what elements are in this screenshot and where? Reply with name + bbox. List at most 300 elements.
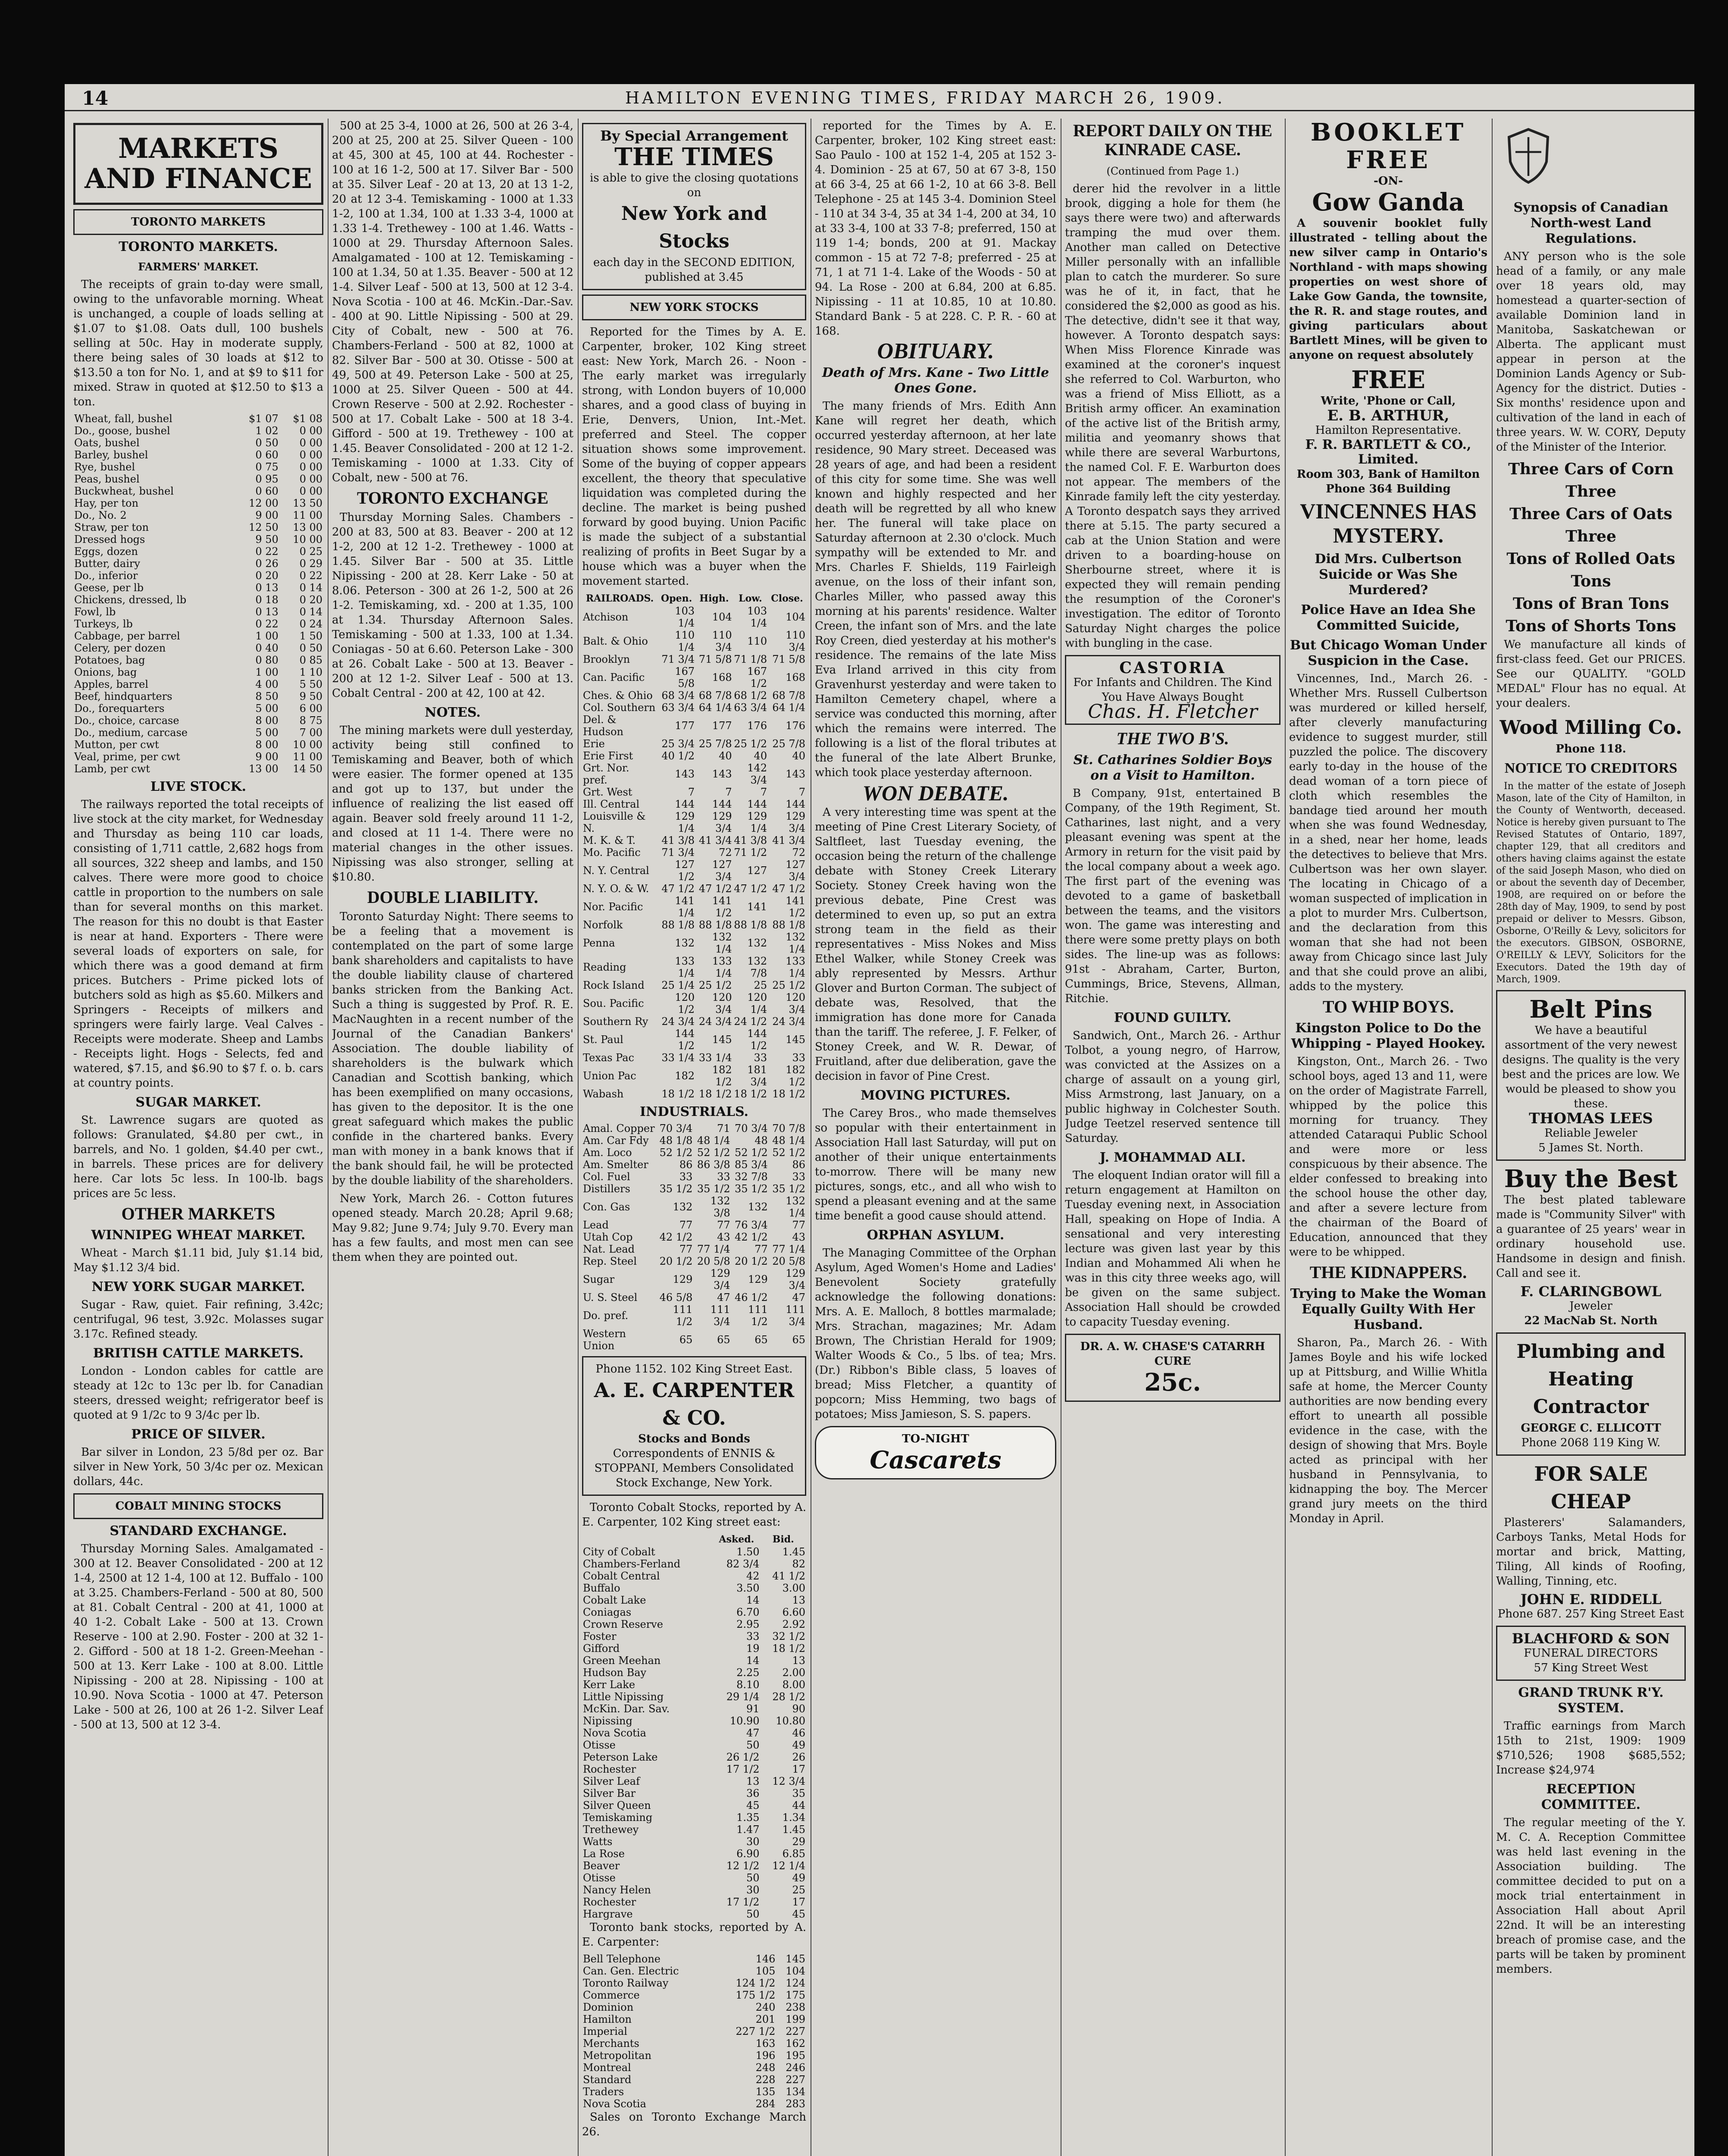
produce-row xyxy=(73,509,323,521)
montreal-sales-text: reported for the Times by A. E. Carpenter, broker, 102 King street east: Sao Paulo - 100 at 152 1-4, 205 at 152 3-4. Dominion - 25 at 67, 50 at 67 3-8, 150 at 66 3-4, 25 at 66 1-2, 10 at 66 3-8. Bell Telephone - 25 at 145 3-4. Dominion Steel - 110 at 34 3-4, 35 at 34 1-4, 200 at 34, 10 at 33 3-4, 100 at 33 7-8; preferred, 150 at 119 1-4; bonds, 200 at 91. Mackay common - 15 at 72 7-8; preferred - 25 at 71, 1 at 71 1-4. Lake of the Woods - 50 at 94. La Rose - 200 at 6.84, 200 at 6.85. Nipissing - 11 at 10.85, 10 at 10.80. Standard Bank - 5 at 228. C. P. R. - 60 at 168. xyxy=(815,119,1056,338)
produce-row xyxy=(73,606,323,618)
vincennes-sub3: But Chicago Woman Under Suspicion in the Case. xyxy=(1290,638,1487,668)
row-label: Western Union xyxy=(583,1328,626,1352)
produce-row xyxy=(73,558,323,570)
produce-row xyxy=(73,714,323,727)
row-label: Col. Southern xyxy=(583,702,656,714)
kidnap-sub: Trying to Make the Woman Equally Guilty With Her Husband. xyxy=(1290,1286,1487,1332)
row-value: 43 xyxy=(792,1231,805,1243)
row-value: 129 1/4 xyxy=(747,810,767,834)
row-label: McKin. Dar. Sav. xyxy=(583,1703,670,1715)
row-value: 9 00 xyxy=(255,509,279,521)
row-label: Toronto Railway xyxy=(583,1977,669,1989)
row-label: Rochester xyxy=(583,1763,636,1775)
row-value: 0 75 xyxy=(255,461,279,473)
row-value: 17 1/2 xyxy=(726,1896,760,1908)
produce-row xyxy=(73,642,323,654)
row-value: 0 00 xyxy=(299,449,322,461)
stock-row xyxy=(582,1028,806,1052)
row-label: Hamilton xyxy=(583,2013,632,2025)
plumbing-title: Plumbing and Heating Contractor xyxy=(1516,1341,1665,1418)
row-value: 86 3/8 xyxy=(697,1159,730,1171)
row-value: 35 1/2 xyxy=(697,1183,730,1195)
row-value: 46 1/2 xyxy=(734,1291,768,1304)
row-value: 135 xyxy=(755,2086,776,2098)
booklet-text: A souvenir booklet fully illustrated - telling about the new silver camp in Ontario's Northland - with maps showing properties on west shore of Lake Gow Ganda, the townsite, the R. R. and stage routes, and giving particulars about Bartlett Mines, will be given to anyone on request absolutely xyxy=(1289,217,1487,362)
row-value: 65 xyxy=(754,1334,768,1346)
buy-best-title: Buy the Best xyxy=(1504,1165,1678,1193)
produce-row xyxy=(73,497,323,509)
produce-table xyxy=(73,413,323,775)
row-value: 141 xyxy=(747,901,767,913)
lees-name: THOMAS LEES xyxy=(1529,1110,1653,1127)
row-value: 0 60 xyxy=(255,449,279,461)
row-value: 13 xyxy=(792,1594,805,1606)
special-line1: By Special Arrangement xyxy=(600,128,788,144)
row-value: 0 00 xyxy=(299,485,322,497)
row-value: 201 xyxy=(755,2013,776,2025)
castoria-title: CASTORIA xyxy=(1119,659,1226,677)
row-value: 71 5/8 xyxy=(772,653,805,665)
row-value: 47 1/2 xyxy=(661,883,695,895)
row-value: 111 3/4 xyxy=(786,1304,805,1328)
stock-row xyxy=(582,714,806,738)
row-value: 41 3/4 xyxy=(772,834,805,846)
row-label: Watts xyxy=(583,1836,613,1848)
row-value: 76 3/4 xyxy=(734,1219,768,1231)
row-value: 9 50 xyxy=(299,690,322,702)
row-value: 1 00 xyxy=(255,630,279,642)
row-value: 13 50 xyxy=(293,497,322,509)
ads-column xyxy=(1496,119,1686,2156)
row-value: 144 xyxy=(786,798,805,810)
gow-ganda-title: Gow Ganda xyxy=(1312,188,1465,216)
row-label: Balt. & Ohio xyxy=(583,635,648,647)
ellicott-name: GEORGE C. ELLICOTT xyxy=(1521,1422,1661,1435)
industrial-row xyxy=(582,1304,806,1328)
row-value: 10.80 xyxy=(776,1715,805,1727)
toronto-markets-heading: TORONTO MARKETS. xyxy=(119,239,278,254)
row-value: 72 xyxy=(719,846,732,859)
kinrade-text: derer hid the revolver in a little brook, digging a hole for them (he says there were two) and afterwards tramping the mud over them. Another man called on Detective Miller personally with an infallible plan to catch the murderer. So sure was he of it, in fact, that he considered the $2,000 as good as his. The detective, didn't see it that way, however. A Toronto despatch says: When Miss Florence Kinrade was examined at the coroner's inquest she referred to Col. Warburton, who was a friend of Miss Elliott, as a British army officer. An examination of the active list of the British army, militia and yeomanry shows that while there are several Warburtons, the named Col. F. E. Warburton does not appear. The members of the Kinrade family left the city yesterday. A Toronto despatch says they arrived there at 5.15. The party secured a cab at the Union Station and were driven to a boarding-house on Sherbourne street, where it is expected they will remain pending the resumption of the Coroner's investigation. The editor of Toronto Saturday Night charges the police with bungling in the case. xyxy=(1065,182,1280,650)
produce-row xyxy=(73,678,323,690)
row-label: Rep. Steel xyxy=(583,1255,637,1267)
row-value: 42 1/2 xyxy=(734,1231,768,1243)
chase-price: 25c. xyxy=(1144,1368,1201,1397)
cascarets-line1: TO-NIGHT xyxy=(902,1432,969,1445)
row-value: 32 7/8 xyxy=(734,1171,768,1183)
orphan-text: The Managing Committee of the Orphan Asylum, Aged Women's Home and Ladies' Benevolent Society gratefully acknowledge the following donations: Mrs. A. E. Malloch, 8 bottles marmalade; Mrs. Strachan, magazines; Mr. Adam Brown, The Christian Herald for 1909; Walter Woods & Co., 5 lbs. of tea; Mrs. (Dr.) Ribbon's Bible class, 5 loaves of bread; Miss Fletcher, a quantity of popcorn; Miss Hemming, two bags of potatoes; Miss Jamieson, S. S. papers. xyxy=(815,1247,1056,1421)
row-label: N. Y. O. & W. xyxy=(583,883,649,895)
row-label: Erie xyxy=(583,738,605,750)
industrial-row xyxy=(582,1159,806,1171)
bank-row xyxy=(582,2098,806,2110)
row-value: 41 3/8 xyxy=(734,834,767,846)
row-value: 25 1/2 xyxy=(772,979,805,991)
row-value: 30 xyxy=(746,1836,760,1848)
produce-row xyxy=(73,570,323,582)
cascarets-ad xyxy=(815,1426,1056,1479)
cobalt-row xyxy=(582,1860,806,1872)
row-label: Turkeys, lb xyxy=(74,618,133,630)
row-value: 0 50 xyxy=(255,437,279,449)
row-label: Southern Ry xyxy=(583,1015,648,1028)
industrial-row xyxy=(582,1328,806,1352)
cobalt-row xyxy=(582,1872,806,1884)
row-value: 41 3/8 xyxy=(661,834,695,846)
row-value: 33 1/4 xyxy=(661,1052,695,1064)
row-label: Norfolk xyxy=(583,919,623,931)
row-value: 196 xyxy=(755,2049,776,2062)
row-value: 132 1/4 xyxy=(786,1195,805,1219)
found-text: Sandwich, Ont., March 26. - Arthur Tolbot, a young negro, of Harrow, was convicted at the Assizes on a charge of assault on a young girl, Miss Armstrong, last January, on a public highway in Colchester South. Judge Teetzel reserved sentence till Saturday. xyxy=(1065,1029,1280,1145)
row-value: 63 3/4 xyxy=(661,702,695,714)
cobalt-row xyxy=(582,1642,806,1655)
row-label: Brooklyn xyxy=(583,653,630,665)
british-text: London - London cables for cattle are steady at 12c to 13c per lb. for Canadian steers, dressed weight; refrigerator beef is quoted at 9 1/2c to 9 3/4c per lb. xyxy=(73,1365,323,1422)
row-value: 120 3/4 xyxy=(786,991,805,1015)
row-value: 0 22 xyxy=(255,545,279,558)
standard-text: Thursday Morning Sales. Amalgamated - 300 at 12. Beaver Consolidated - 200 at 12 1-4, 2500 at 12 1-4, 100 at 12. Buffalo - 100 at 3.25. Chambers-Ferland - 500 at 80, 500 at 81. Cobalt Central - 200 at 41, 1000 at 40 1-2. Cobalt Lake - 500 at 13. Crown Reserve - 100 at 2.90. Foster - 200 at 32 1-2. Gifford - 500 at 18 1-2. Green-Meehan - 500 at 13. Kerr Lake - 100 at 8.00. Little Nipissing - 200 at 28. Nipissing - 100 at 10.90. Nova Scotia - 1000 at 47. Peterson Lake - 500 at 26, 100 at 26 1-2. Silver Leaf - 500 at 13, 500 at 12 3-4. xyxy=(73,1542,323,1731)
row-value: 29 xyxy=(792,1836,805,1848)
produce-row xyxy=(73,618,323,630)
row-label: Am. Smelter xyxy=(583,1159,648,1171)
stock-row xyxy=(582,1088,806,1100)
row-value: 181 3/4 xyxy=(747,1064,767,1088)
lees-sub: Reliable Jeweler xyxy=(1544,1127,1637,1140)
row-value: 1 50 xyxy=(299,630,322,642)
row-value: 20 1/2 xyxy=(659,1255,693,1267)
bank-row xyxy=(582,2086,806,2098)
row-value: 40 1/2 xyxy=(661,750,695,762)
row-value: 77 1/4 xyxy=(697,1243,730,1255)
blachford-name: BLACHFORD & SON xyxy=(1512,1630,1670,1647)
row-value: 127 3/4 xyxy=(712,859,732,883)
row-value: 110 xyxy=(747,635,767,647)
row-value: 141 1/4 xyxy=(675,895,695,919)
row-label: Foster xyxy=(583,1630,617,1642)
row-label: Otisse xyxy=(583,1739,616,1751)
row-label: Silver Bar xyxy=(583,1787,636,1799)
row-value: 68 7/8 xyxy=(698,689,732,702)
row-value: 132 3/8 xyxy=(710,1195,730,1219)
row-value: 127 1/2 xyxy=(675,859,695,883)
row-label: Buffalo xyxy=(583,1582,620,1594)
column-rule xyxy=(328,119,329,2156)
bank-row xyxy=(582,1953,806,1965)
gtr-heading: GRAND TRUNK R'Y. SYSTEM. xyxy=(1518,1685,1664,1716)
row-value: 12 00 xyxy=(249,497,279,509)
row-value: 8 75 xyxy=(299,714,322,727)
produce-row xyxy=(73,654,323,666)
row-value: 71 3/4 xyxy=(661,846,695,859)
row-value: 0 80 xyxy=(255,654,279,666)
row-value: 8.10 xyxy=(736,1679,760,1691)
row-value: 199 xyxy=(786,2013,805,2025)
blachford-addr: 57 King Street West xyxy=(1534,1661,1648,1674)
row-value: 50 xyxy=(746,1739,760,1751)
stock-row xyxy=(582,895,806,919)
row-value: 14 xyxy=(746,1594,760,1606)
cobalt-mining-box: COBALT MINING STOCKS xyxy=(73,1493,323,1519)
row-value: 167 5/8 xyxy=(675,665,695,689)
row-value: 17 1/2 xyxy=(726,1763,760,1775)
bank-table xyxy=(582,1953,806,2110)
produce-row xyxy=(73,413,323,425)
row-value: 8 00 xyxy=(255,714,279,727)
row-value: 124 1/2 xyxy=(736,1977,776,1989)
stock-row xyxy=(582,979,806,991)
row-value: 13 00 xyxy=(249,763,279,775)
bank-row xyxy=(582,1977,806,1989)
row-value: 176 xyxy=(747,720,767,732)
carpenter-corr: Correspondents of ENNIS & STOPPANI, Members Consolidated Stock Exchange, New York. xyxy=(594,1447,794,1489)
row-value: 240 xyxy=(755,2001,776,2013)
cobalt-row xyxy=(582,1582,806,1594)
stock-row xyxy=(582,738,806,750)
row-value: 71 3/4 xyxy=(661,653,695,665)
row-value: 6.60 xyxy=(782,1606,805,1618)
special-arrangement-ad xyxy=(582,123,806,290)
milling-text: We manufacture all kinds of first-class feed. Get our PRICES. See our QUALITY. "GOLD MEDAL" Flour has no equal. At your dealers. xyxy=(1496,638,1686,710)
row-label: Grt. West xyxy=(583,786,632,798)
row-label: City of Cobalt xyxy=(583,1546,655,1558)
row-label: Utah Cop xyxy=(583,1231,633,1243)
row-value: 12 1/2 xyxy=(726,1860,760,1872)
tse-heading: TORONTO EXCHANGE xyxy=(357,488,549,508)
row-label: Dominion xyxy=(583,2001,634,2013)
room-line: Room 303, Bank of Hamilton xyxy=(1296,468,1480,481)
row-value: 132 xyxy=(675,937,695,949)
row-value: 14 50 xyxy=(293,763,322,775)
industrial-row xyxy=(582,1134,806,1147)
industrial-row xyxy=(582,1231,806,1243)
row-label: Dressed hogs xyxy=(74,533,145,545)
milling-name: Wood Milling Co. xyxy=(1499,717,1682,739)
ny-sugar-text: Sugar - Raw, quiet. Fair refining, 3.42c; centrifugal, 96 test, 3.92c. Molasses sugar 3.17c. Refined steady. xyxy=(73,1298,323,1341)
kinrade-cont: (Continued from Page 1.) xyxy=(1106,165,1239,177)
row-value: 32 1/2 xyxy=(772,1630,805,1642)
industrial-row xyxy=(582,1255,806,1267)
ny-sugar-heading: NEW YORK SUGAR MARKET. xyxy=(91,1279,305,1294)
row-value: 46 xyxy=(792,1727,805,1739)
row-value: 52 1/2 xyxy=(659,1147,693,1159)
row-value: 0 14 xyxy=(299,582,322,594)
row-label: Ill. Central xyxy=(583,798,640,810)
cobalt-row xyxy=(582,1570,806,1582)
row-value: 0 13 xyxy=(255,606,279,618)
row-label: Louisville & N. xyxy=(583,810,646,834)
vincennes-sub: Did Mrs. Culbertson Suicide or Was She Murdered? xyxy=(1315,552,1462,598)
row-value: 127 xyxy=(747,865,767,877)
row-value: 143 xyxy=(786,768,805,780)
industrial-row xyxy=(582,1183,806,1195)
row-value: 129 3/4 xyxy=(710,1267,730,1291)
row-value: 24 3/4 xyxy=(772,1015,805,1028)
sale-text: Plasterers' Salamanders, Carboys Tanks, Metal Hods for mortar and brick, Matting, Tiling, All kinds of Roofing, Walling, Tinning, etc. xyxy=(1496,1516,1686,1588)
castoria-sub: For Infants and Children. The Kind You Have Always Bought xyxy=(1073,676,1272,704)
row-value: 111 1/2 xyxy=(673,1304,693,1328)
row-value: 25 xyxy=(754,979,767,991)
row-value: 18 1/2 xyxy=(661,1088,695,1100)
row-label: Geese, per lb xyxy=(74,582,144,594)
row-label: Oats, bushel xyxy=(74,437,140,449)
cotton-text: New York, March 26. - Cotton futures opened steady. March 20.28; April 9.68; May 9.82; June 9.74; July 9.70. Every man has a few faults, and most men can see them when they are pointed out. xyxy=(332,1192,573,1264)
whip-heading: TO WHIP BOYS. xyxy=(1322,997,1454,1016)
row-value: 63 3/4 xyxy=(734,702,767,714)
row-label: Am. Loco xyxy=(583,1147,632,1159)
sugar-text: St. Lawrence sugars are quoted as follows: Granulated, $4.80 per cwt., in barrels, and No. 1 golden, $4.40 per cwt., in barrels. These prices are for delivery here. Car lots 5c less. In 100-lb. bags prices are 5c less. xyxy=(73,1114,323,1200)
row-label: Merchants xyxy=(583,2037,639,2049)
row-label: Nancy Helen xyxy=(583,1884,651,1896)
row-value: 132 xyxy=(673,1201,693,1213)
stock-row xyxy=(582,702,806,714)
row-value: 182 xyxy=(675,1070,695,1082)
row-value: 77 xyxy=(717,1219,730,1231)
stock-row xyxy=(582,653,806,665)
column-header: Bid. xyxy=(772,1534,794,1545)
row-value: 9 00 xyxy=(255,751,279,763)
row-value: 143 xyxy=(712,768,732,780)
row-value: 25 7/8 xyxy=(772,738,805,750)
row-value: 11 00 xyxy=(293,509,322,521)
bank-row xyxy=(582,2013,806,2025)
produce-row xyxy=(73,473,323,485)
row-value: 65 xyxy=(792,1334,805,1346)
row-label: Atchison xyxy=(583,611,629,623)
booklet-on: -ON- xyxy=(1374,175,1403,188)
bank-row xyxy=(582,2025,806,2037)
row-label: Beaver xyxy=(583,1860,620,1872)
cobalt-row xyxy=(582,1763,806,1775)
row-value: 0 18 xyxy=(255,594,279,606)
row-value: 145 xyxy=(786,1953,805,1965)
row-value: 70 3/4 xyxy=(659,1122,693,1134)
row-value: 52 1/2 xyxy=(734,1147,768,1159)
row-label: Union Pac xyxy=(583,1070,636,1082)
row-value: 52 1/2 xyxy=(697,1147,730,1159)
row-label: Sou. Pacific xyxy=(583,997,644,1009)
bank-row xyxy=(582,2001,806,2013)
row-label: Apples, barrel xyxy=(74,678,149,690)
row-value: 132 xyxy=(747,937,767,949)
row-value: 227 xyxy=(786,2074,805,2086)
cobalt-row xyxy=(582,1787,806,1799)
row-label: Am. Car Fdy xyxy=(583,1134,649,1147)
row-value: 168 xyxy=(712,671,732,683)
row-value: 195 xyxy=(786,2049,805,2062)
row-value: 129 3/4 xyxy=(786,810,805,834)
phone-line: Phone 364 Building xyxy=(1326,483,1451,495)
row-value: 35 1/2 xyxy=(772,1183,805,1195)
markets-banner xyxy=(73,123,323,205)
row-label: Coniagas xyxy=(583,1606,632,1618)
winnipeg-text: Wheat - March $1.11 bid, July $1.14 bid, May $1.12 3/4 bid. xyxy=(73,1247,323,1274)
riddell-name: JOHN E. RIDDELL xyxy=(1520,1591,1662,1608)
cobalt-table xyxy=(582,1533,806,1920)
blachford-ad xyxy=(1496,1626,1686,1681)
cobalt-row xyxy=(582,1848,806,1860)
column-rule xyxy=(1285,119,1286,2156)
ny-stocks-text: Reported for the Times by A. E. Carpenter, broker, 102 King street east: New York, March 26. - Noon - The early market was irregularly strong, with London buyers of 10,000 shares, and a good class of buying in Erie, Denvers, Union, Int.-Met. preferred and Steel. The copper situation shows some improvement. Some of the buying of copper appears excellent, the theory that speculative liquidation was completed during the decline. The market is being pushed forward by good buying. Union Pacific is made the subject of a substantial realizing of profits in Beet Sugar by a house which was a buyer when the movement started. xyxy=(582,326,806,588)
row-value: 52 1/2 xyxy=(772,1147,805,1159)
oats-line: Three Cars of Oats Three xyxy=(1509,505,1672,545)
row-value: 0 13 xyxy=(255,582,279,594)
row-value: 35 xyxy=(792,1787,805,1799)
special-line5: each day in the SECOND EDITION, published at 3.45 xyxy=(593,256,795,284)
tse-text: Thursday Morning Sales. Chambers - 200 at 83, 500 at 83. Beaver - 200 at 12 1-2, 200 at 12 1-2. Trethewey - 1000 at 1.45. Silver Bar - 500 at 35. Little Nipissing - 200 at 28. Kerr Lake - 50 at 8.06. Peterson - 300 at 26 1-2, 500 at 26 1-2. Temiskaming, xd. - 200 at 1.35, 100 at 1.34. Thursday Afternoon Sales. Temiskaming - 500 at 1.33, 100 at 1.34. Coniagas - 50 at 6.60. Peterson Lake - 300 at 26. Cobalt Lake - 500 at 13. Beaver - 200 at 12 1-2. Silver Leaf - 500 at 13. Cobalt Central - 200 at 42, 100 at 42. xyxy=(332,511,573,700)
belt-pins-ad xyxy=(1496,990,1686,1161)
row-value: 0 24 xyxy=(299,618,322,630)
row-value: 8.00 xyxy=(782,1679,805,1691)
industrial-row xyxy=(582,1171,806,1183)
double-liability-text: Toronto Saturday Night: There seems to be a feeling that a movement is contemplated on the part of some large bank shareholders and capitalists to have the double liability clause of chartered banks stricken from the Banking Act. Such a thing is suggested by Prof. R. E. MacNaughten in a recent number of the Journal of the Canadian Bankers' Association. The double liability of shareholders is the bulwark which Canadian and Scottish banking, which has been exemplified on many occasions, has given to the depositor. It is the one great safeguard which makes the public confide in the chartered banks. Every man with money in a bank knows that if the bank should fail, he will be protected by the double liability of the shareholders. xyxy=(332,910,573,1187)
railroads-table xyxy=(582,592,806,1100)
row-value: 11 00 xyxy=(293,751,322,763)
row-value: 13 xyxy=(746,1775,760,1787)
row-label: Do., inferior xyxy=(74,570,138,582)
row-label: Can. Gen. Electric xyxy=(583,1965,679,1977)
row-value: 18 1/2 xyxy=(734,1088,767,1100)
produce-row xyxy=(73,751,323,763)
row-label: Metropolitan xyxy=(583,2049,651,2062)
cobalt-row xyxy=(582,1655,806,1667)
row-label: Con. Gas xyxy=(583,1201,630,1213)
row-value: 50 xyxy=(746,1872,760,1884)
row-value: 133 1/4 xyxy=(675,955,695,979)
row-value: 44 xyxy=(792,1799,805,1811)
cobalt-row xyxy=(582,1727,806,1739)
cobalt-rep: Toronto Cobalt Stocks, reported by A. E. Carpenter, 102 King street east: xyxy=(582,1501,806,1529)
arthur-rep: Hamilton Representative. xyxy=(1315,424,1462,437)
stock-row xyxy=(582,919,806,931)
row-value: 5 00 xyxy=(255,727,279,739)
row-value: 182 1/2 xyxy=(786,1064,805,1088)
row-value: 48 1/8 xyxy=(659,1134,693,1147)
silver-heading: PRICE OF SILVER. xyxy=(131,1427,266,1442)
row-label: Amal. Copper xyxy=(583,1122,655,1134)
row-label: M. K. & T. xyxy=(583,834,636,846)
row-label: N. Y. Central xyxy=(583,865,649,877)
produce-row xyxy=(73,690,323,702)
claringbowl-addr: 22 MacNab St. North xyxy=(1524,1314,1658,1327)
row-value: 145 xyxy=(712,1034,732,1046)
cobalt-row xyxy=(582,1908,806,1920)
stock-row xyxy=(582,762,806,786)
row-label: Veal, prime, per cwt xyxy=(74,751,180,763)
sugar-heading: SUGAR MARKET. xyxy=(135,1095,261,1110)
column-rule xyxy=(578,119,579,2156)
stock-row xyxy=(582,931,806,955)
bank-rep: Toronto bank stocks, reported by A. E. Carpenter: xyxy=(582,1921,806,1949)
row-label: Cobalt Central xyxy=(583,1570,660,1582)
row-label: St. Paul xyxy=(583,1034,623,1046)
claringbowl-name: F. CLARINGBOWL xyxy=(1520,1283,1662,1300)
row-value: 110 3/4 xyxy=(712,629,732,653)
row-value: 40 xyxy=(719,750,732,762)
row-value: 110 3/4 xyxy=(786,629,805,653)
sales-text: 500 at 25 3-4, 1000 at 26, 500 at 26 3-4, 200 at 25, 200 at 25. Silver Queen - 100 at 45, 300 at 45, 100 at 44. Rochester - 100 at 16 1-2, 500 at 17. Silver Bar - 500 at 35. Silver Leaf - 20 at 13, 20 at 13 1-2, 20 at 12 3-4. Temiskaming - 1000 at 1.33 1-2, 100 at 1.34, 100 at 1.33 3-4, 1000 at 1.33 1-4. Trethewey - 100 at 1.46. Watts - 1000 at 29. Thursday Afternoon Sales. Amalgamated - 100 at 12. Temiskaming - 100 at 1.34, 50 at 1.35. Beaver - 500 at 12 1-4. Silver Leaf - 500 at 13, 500 at 12 3-4. Nova Scotia - 100 at 46. McKin.-Dar.-Sav. - 400 at 90. Little Nipissing - 500 at 29. City of Cobalt, new - 500 at 76. Chambers-Ferland - 500 at 82, 1000 at 82. Silver Bar - 500 at 30. Otisse - 500 at 49, 500 at 49. Peterson Lake - 500 at 25, 1000 at 25. Silver Queen - 500 at 44. Crown Reserve - 500 at 2.92. Rochester - 500 at 17. Cobalt Lake - 500 at 18 3-4. Gifford - 500 at 19. Trethewey - 100 at 1.45. Beaver Consolidated - 200 at 12 1-2. Temiskaming - 1000 at 1.33. City of Cobalt, new - 500 at 76. xyxy=(332,119,573,484)
masthead-title: HAMILTON EVENING TIMES, FRIDAY MARCH 26, 1909. xyxy=(625,88,1225,107)
row-value: 33 xyxy=(754,1052,767,1064)
buy-best-text: The best plated tableware made is "Community Silver" with a guarantee of 25 years' wear in ordinary household use. Handsome in design and finish. Call and see it. xyxy=(1496,1194,1686,1280)
industrials-heading: INDUSTRIALS. xyxy=(640,1104,748,1119)
found-heading: FOUND GUILTY. xyxy=(1114,1010,1232,1025)
row-label: Barley, bushel xyxy=(74,449,148,461)
row-value: 111 1/2 xyxy=(748,1304,768,1328)
stock-row xyxy=(582,629,806,653)
cobalt-row xyxy=(582,1630,806,1642)
